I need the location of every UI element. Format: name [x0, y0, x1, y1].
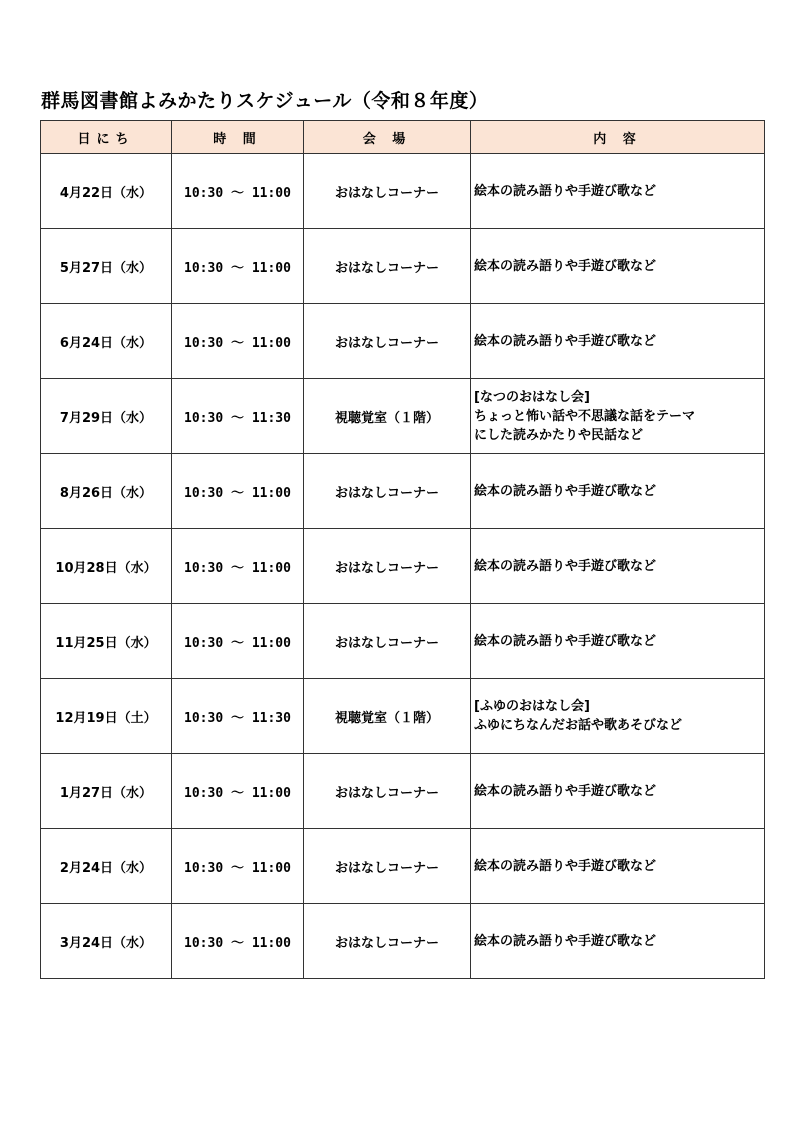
row-time: 10:30 ～ 11:30 — [172, 679, 304, 754]
row-content-line: 絵本の読み語りや手遊び歌など — [474, 558, 657, 574]
row-date: 5月27日（水） — [41, 229, 172, 304]
row-content-line: 絵本の読み語りや手遊び歌など — [474, 483, 657, 499]
row-content-line: にした読みかたりや民話など — [474, 427, 644, 443]
row-content-line: 絵本の読み語りや手遊び歌など — [474, 183, 657, 199]
row-venue: 視聴覚室（１階） — [304, 679, 471, 754]
row-venue: おはなしコーナー — [304, 754, 471, 829]
row-content-line: 絵本の読み語りや手遊び歌など — [474, 858, 657, 874]
row-content — [471, 754, 765, 829]
header-date: 日にち — [41, 121, 172, 154]
row-content-line: 絵本の読み語りや手遊び歌など — [474, 633, 657, 649]
row-content-line: 絵本の読み語りや手遊び歌など — [474, 333, 657, 349]
table-row — [41, 829, 765, 904]
header-content: 内 容 — [471, 121, 765, 154]
row-date: 11月25日（水） — [41, 604, 172, 679]
table-row — [41, 754, 765, 829]
row-content — [471, 529, 765, 604]
row-time: 10:30 ～ 11:00 — [172, 304, 304, 379]
row-date: 3月24日（水） — [41, 904, 172, 979]
row-content-line: 絵本の読み語りや手遊び歌など — [474, 933, 657, 949]
row-date: 4月22日（水） — [41, 154, 172, 229]
schedule-table — [40, 120, 765, 979]
row-content — [471, 454, 765, 529]
table-row — [41, 604, 765, 679]
row-venue: おはなしコーナー — [304, 229, 471, 304]
row-content — [471, 379, 765, 454]
table-header-row — [41, 121, 765, 154]
page-title: 群馬図書館よみかたりスケジュール（令和８年度） — [41, 90, 489, 112]
row-date: 1月27日（水） — [41, 754, 172, 829]
table-row — [41, 529, 765, 604]
row-content-line: 絵本の読み語りや手遊び歌など — [474, 783, 657, 799]
row-date: 7月29日（水） — [41, 379, 172, 454]
table-row — [41, 379, 765, 454]
row-date: 12月19日（土） — [41, 679, 172, 754]
row-venue: おはなしコーナー — [304, 829, 471, 904]
table-row — [41, 229, 765, 304]
row-time: 10:30 ～ 11:00 — [172, 454, 304, 529]
row-content — [471, 679, 765, 754]
row-time: 10:30 ～ 11:00 — [172, 904, 304, 979]
row-date: 2月24日（水） — [41, 829, 172, 904]
table-row — [41, 679, 765, 754]
row-time: 10:30 ～ 11:00 — [172, 229, 304, 304]
table-row — [41, 154, 765, 229]
row-content-line: ふゆにちなんだお話や歌あそびなど — [474, 718, 683, 733]
row-venue: おはなしコーナー — [304, 904, 471, 979]
row-time: 10:30 ～ 11:00 — [172, 829, 304, 904]
table-row — [41, 454, 765, 529]
row-content — [471, 304, 765, 379]
row-content — [471, 154, 765, 229]
row-date: 10月28日（水） — [41, 529, 172, 604]
row-venue: 視聴覚室（１階） — [304, 379, 471, 454]
row-content-line: [ふゆのおはなし会] — [474, 699, 590, 714]
row-venue: おはなしコーナー — [304, 304, 471, 379]
row-content-line: ちょっと怖い話や不思議な話をテーマ — [474, 408, 696, 424]
header-time: 時 間 — [172, 121, 304, 154]
row-content — [471, 904, 765, 979]
table-row — [41, 304, 765, 379]
row-venue: おはなしコーナー — [304, 154, 471, 229]
row-time: 10:30 ～ 11:30 — [172, 379, 304, 454]
table-row — [41, 904, 765, 979]
row-time: 10:30 ～ 11:00 — [172, 604, 304, 679]
row-content-line: [なつのおはなし会] — [474, 389, 590, 405]
header-venue: 会 場 — [304, 121, 471, 154]
row-content-line: 絵本の読み語りや手遊び歌など — [474, 258, 657, 274]
row-content — [471, 604, 765, 679]
row-content — [471, 829, 765, 904]
row-time: 10:30 ～ 11:00 — [172, 154, 304, 229]
row-date: 8月26日（水） — [41, 454, 172, 529]
row-date: 6月24日（水） — [41, 304, 172, 379]
row-venue: おはなしコーナー — [304, 529, 471, 604]
row-time: 10:30 ～ 11:00 — [172, 754, 304, 829]
schedule-body — [41, 154, 765, 979]
row-content — [471, 229, 765, 304]
row-venue: おはなしコーナー — [304, 454, 471, 529]
row-venue: おはなしコーナー — [304, 604, 471, 679]
row-time: 10:30 ～ 11:00 — [172, 529, 304, 604]
